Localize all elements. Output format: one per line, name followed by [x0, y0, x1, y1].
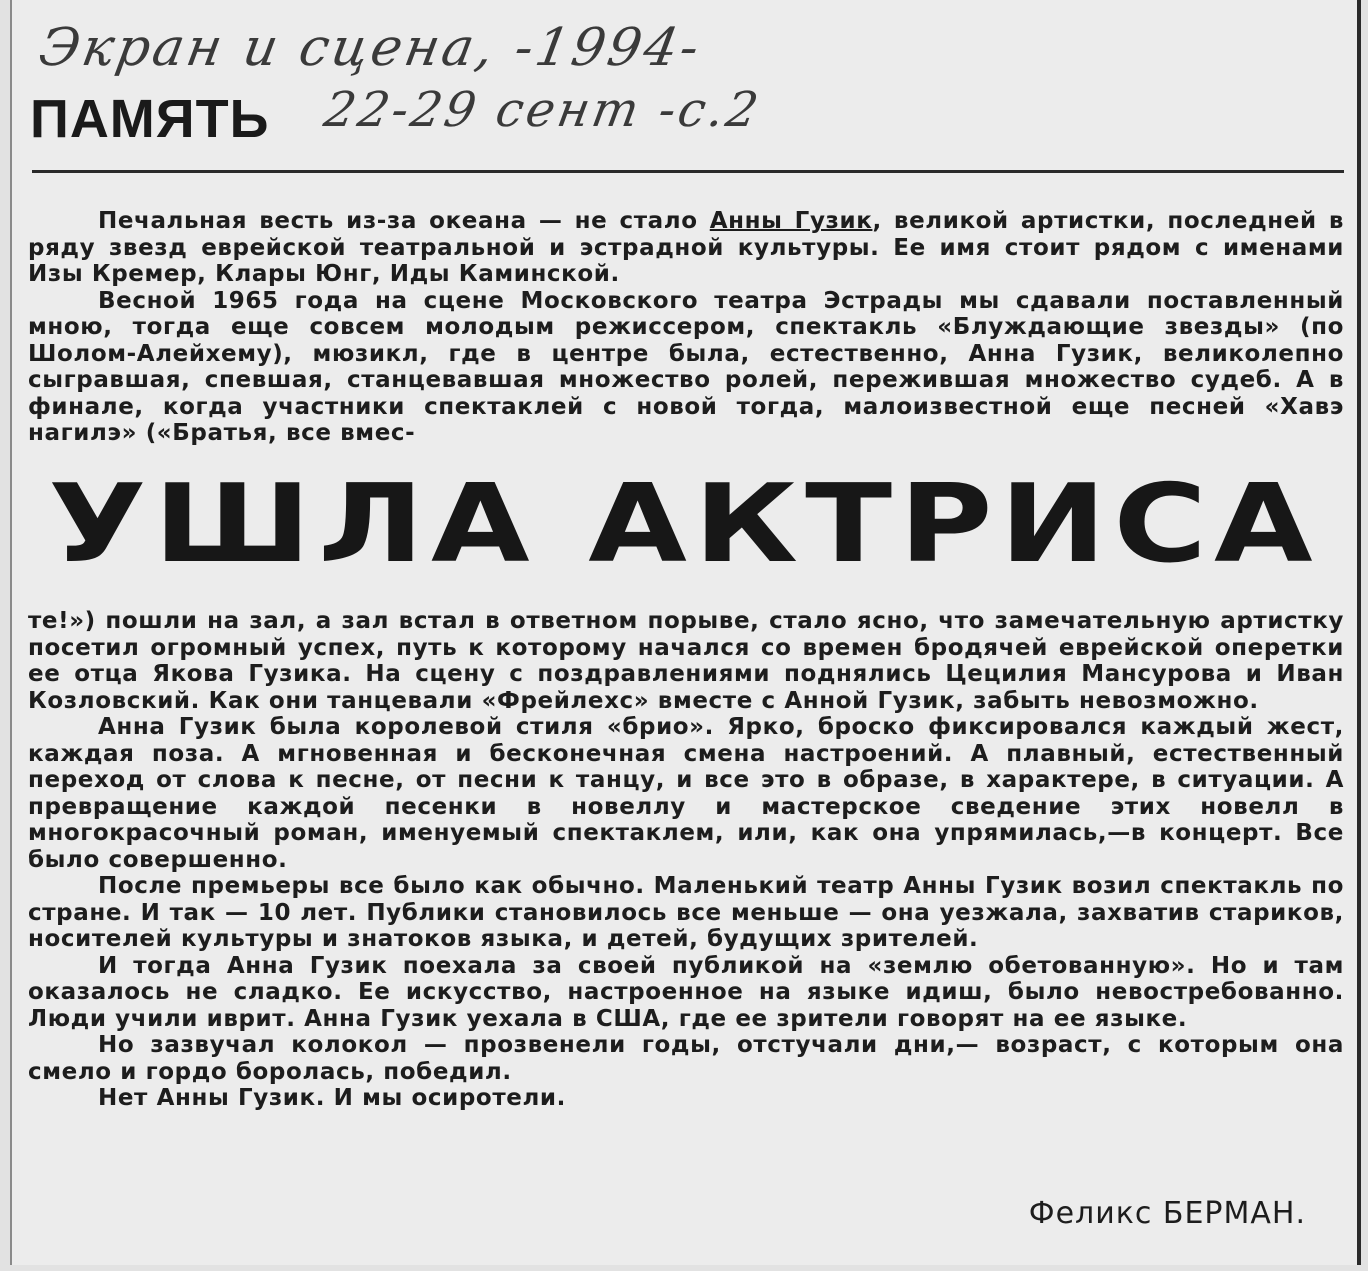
article-body-top: [28, 208, 1344, 447]
article-paragraph: Весной 1965 года на сцене Московского театра Эстрады мы сдавали поставленный мною, тогда еще совсем молодым режиссером, спектакль «Блуждающие звезды» (по Шолом-Алейхему), мюзикл, где в центре была, естественно, Анна Гузик, великолепно сыгравшая, спевшая, станцевавшая множество ролей, пережившая множество судеб. А в финале, когда участники спектаклей с новой тогда, малоизвестной еще песней «Хавэ нагилэ» («Братья, все вмес-: [28, 287, 1344, 446]
article-paragraph: Нет Анны Гузик. И мы осиротели.: [98, 1085, 566, 1111]
underlined-name: Анны Гузик: [709, 208, 873, 234]
paragraph-text: Печальная весть из-за океана — не стало: [98, 208, 710, 234]
article-headline: УШЛА АКТРИСА: [48, 462, 1320, 587]
section-title: ПАМЯТЬ: [30, 89, 270, 149]
author-signature: Феликс БЕРМАН.: [1028, 1196, 1306, 1231]
handwritten-source-note: Экран и сцена, -1994-: [34, 18, 707, 78]
article-paragraph: И тогда Анна Гузик поехала за своей публикой на «землю обетованную». Но и там оказалось не сладко. Ее искусство, настроенное на языке идиш, было невостребованно. Люди учили иврит. Анна Гузик уехала в США, где ее зрители говорят на ее языке.: [28, 952, 1344, 1032]
handwritten-date-note: 22-29 сент -с.2: [320, 82, 766, 138]
header-divider: [32, 170, 1344, 173]
article-paragraph: Анна Гузик была королевой стиля «брио». Ярко, броско фиксировался каждый жест, каждая поза. А мгновенная и бесконечная смена настроений. А плавный, естественный переход от слова к песне, от песни к танцу, и все это в образе, в характере, в ситуации. А превращение каждой песенки в новеллу и мастерское сведение этих новелл в многокрасочный роман, именуемый спектаклем, или, как она упрямилась,—в концерт. Все было совершенно.: [28, 714, 1344, 873]
article-paragraph: [28, 208, 1344, 288]
article-body-bottom: [28, 608, 1344, 1112]
article-paragraph: те!») пошли на зал, а зал встал в ответном порыве, стало ясно, что замечательную артистку посетил огромный успех, путь к которому начался со времен бродячей еврейской оперетки ее отца Якова Гузика. На сцену с поздравлениями поднялись Цецилия Мансурова и Иван Козловский. Как они танцевали «Фрейлехс» вместе с Анной Гузик, забыть невозможно.: [28, 608, 1344, 714]
article-paragraph: Но зазвучал колокол — прозвенели годы, отстучали дни,— возраст, с которым она смело и гордо боролась, победил.: [28, 1032, 1344, 1085]
paragraph-text: , великой артистки, последней в ряду звезд еврейской театральной и эстрадной культуры. Ее имя стоит рядом с именами Изы Кремер, Клары Юнг, Иды Каминской.: [28, 208, 1344, 287]
article-paragraph: После премьеры все было как обычно. Маленький театр Анны Гузик возил спектакль по стране. И так — 10 лет. Публики становилось все меньше — она уезжала, захватив стариков, носителей культуры и знатоков языка, и детей, будущих зрителей.: [28, 873, 1344, 952]
